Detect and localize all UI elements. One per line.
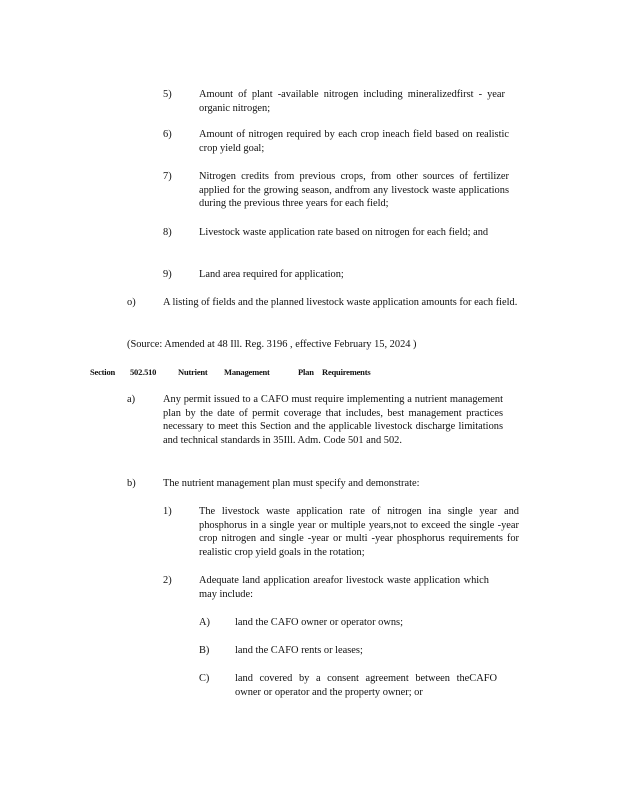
item-label: b): [127, 478, 136, 489]
item-label: B): [199, 645, 210, 656]
item-text: The livestock waste application rate of nitrogen ina single year and phosphorus in a single year or multiple years,not to exceed the single -year crop nitrogen and single -year or multi -year phosphorus requirements for realistic crop yield goals in the rotation;: [199, 506, 519, 558]
section-title-word: Plan: [298, 367, 314, 377]
item-text: Amount of plant -available nitrogen including mineralizedfirst - year organic nitrogen;: [199, 89, 505, 114]
source-note: (Source: Amended at 48 Ill. Reg. 3196 , effective February 15, 2024 ): [127, 339, 417, 350]
item-text: land the CAFO owner or operator owns;: [235, 617, 403, 628]
item-text: Adequate land application areafor livestock waste application which may include:: [199, 575, 489, 600]
section-heading: [0, 366, 618, 380]
item-label: 6): [163, 129, 172, 140]
item-label: a): [127, 394, 136, 405]
item-label: 2): [163, 575, 172, 586]
item-text: Amount of nitrogen required by each crop ineach field based on realistic crop yield goal;: [199, 129, 509, 154]
item-text: A listing of fields and the planned livestock waste application amounts for each field.: [163, 297, 518, 308]
item-text: The nutrient management plan must specify and demonstrate:: [163, 478, 420, 489]
section-number: 502.510: [130, 367, 157, 377]
item-text: Any permit issued to a CAFO must require implementing a nutrient management plan by the date of permit coverage that includes, best management practices necessary to meet this Section and the applicable livestock discharge limitations and technical standards in 35Ill. Adm. Code 501 and 502.: [163, 394, 503, 446]
item-label: 5): [163, 89, 172, 100]
item-label: 1): [163, 506, 172, 517]
section-title-word: Management: [224, 367, 270, 377]
item-text: Land area required for application;: [199, 269, 344, 280]
item-label: o): [127, 297, 136, 308]
item-text: Nitrogen credits from previous crops, from other sources of fertilizer applied for the growing season, andfrom any livestock waste applications during the previous three years for each field;: [199, 171, 509, 209]
section-word: Section: [90, 367, 116, 377]
item-label: 8): [163, 227, 172, 238]
section-title-word: Requirements: [322, 367, 371, 377]
item-text: Livestock waste application rate based on nitrogen for each field; and: [199, 227, 489, 238]
item-label: A): [199, 617, 210, 628]
item-text: land covered by a consent agreement between theCAFO owner or operator and the property owner; or: [235, 673, 497, 698]
item-label: C): [199, 673, 210, 684]
section-title-word: Nutrient: [178, 367, 208, 377]
item-text: land the CAFO rents or leases;: [235, 645, 363, 656]
item-label: 9): [163, 269, 172, 280]
item-label: 7): [163, 171, 172, 182]
